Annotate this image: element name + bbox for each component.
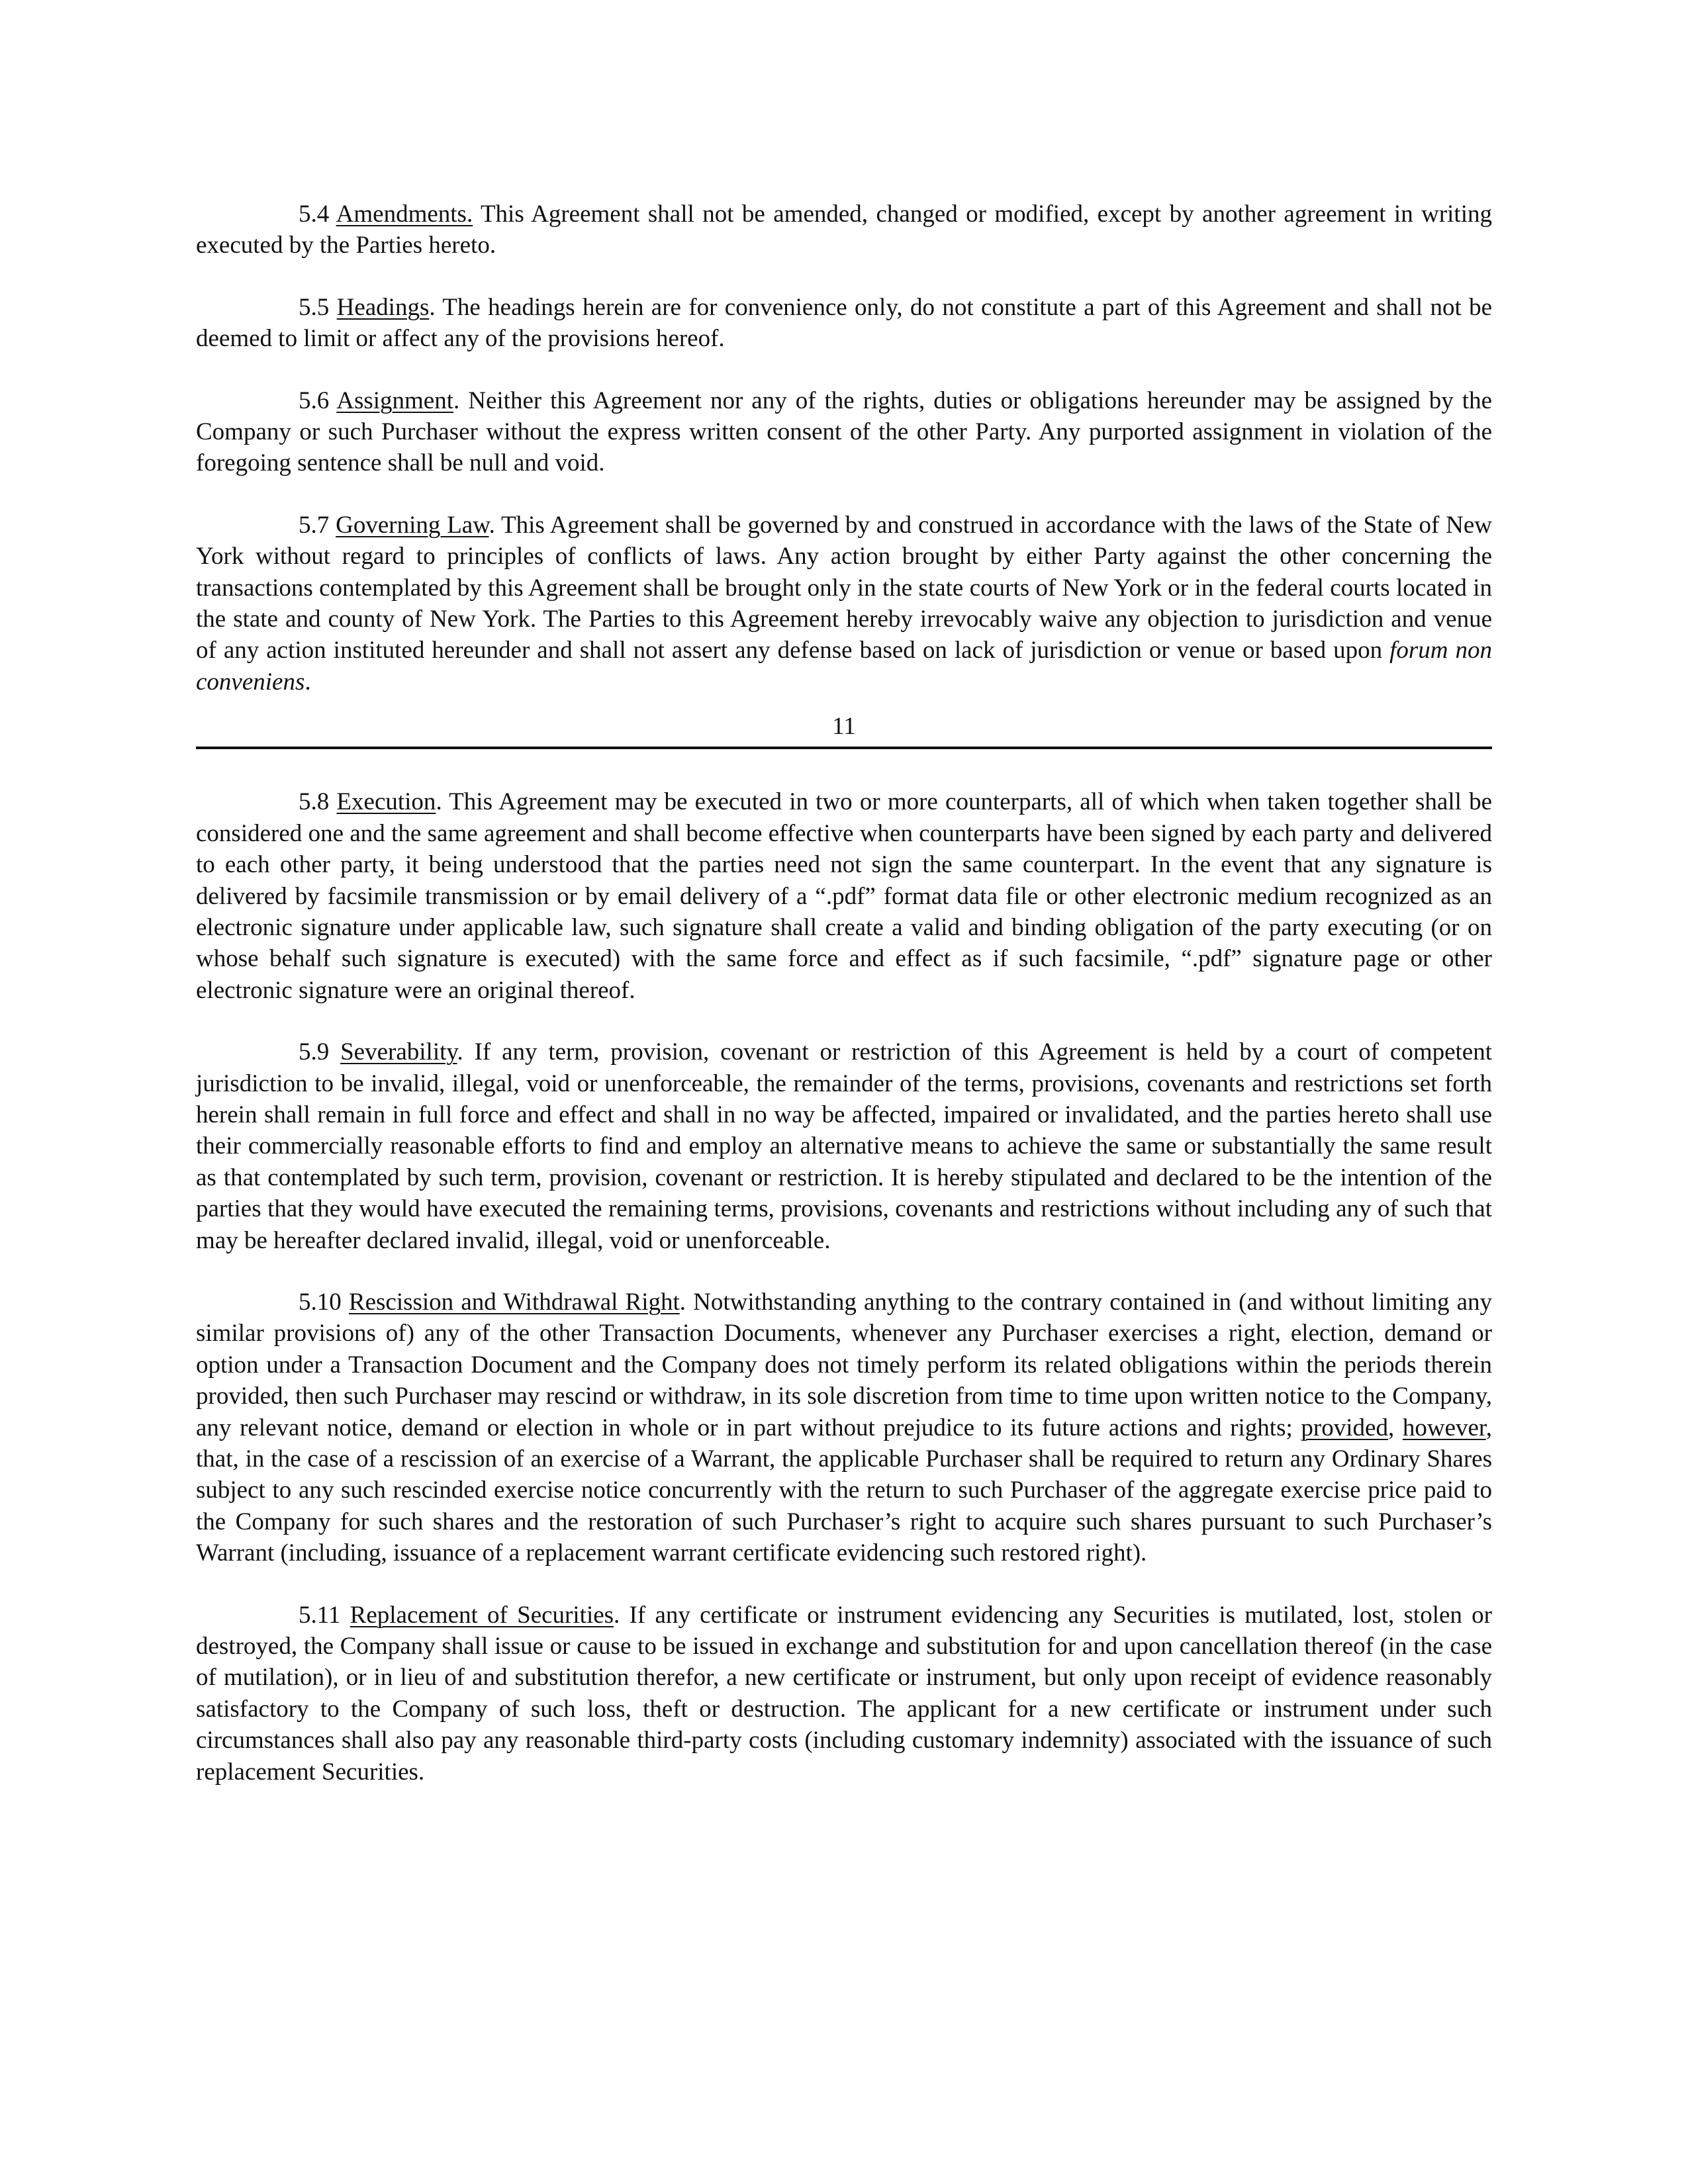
section-number: 5.8 (299, 788, 330, 816)
section-heading: Severability (340, 1038, 457, 1066)
section-5-7 (196, 510, 1492, 698)
section-body: . If any term, provision, covenant or restriction of this Agreement is held by a court of competent jurisdiction to be invalid, illegal, void or unenforceable, the remainder of the terms, provisions, covenants and restrictions set forth herein shall remain in full force and effect and shall in no way be affected, impaired or invalidated, and the parties hereto shall use their commercially reasonable efforts to find and employ an alternative means to achieve the same or substantially the same result as that contemplated by such term, provision, covenant or restriction. It is hereby stipulated and declared to be the intention of the parties that they would have executed the remaining terms, provisions, covenants and restrictions without including any of such that may be hereafter declared invalid, illegal, void or unenforceable. (196, 1038, 1493, 1254)
section-heading: Governing Law (336, 511, 489, 539)
section-heading: Assignment (336, 387, 453, 414)
section-number: 5.6 (299, 387, 330, 414)
section-number: 5.10 (299, 1288, 342, 1316)
section-heading: Execution (336, 788, 436, 816)
section-body: . This Agreement may be executed in two or more counterparts, all of which when taken together shall be considered one and the same agreement and shall become effective when counterparts have been signed by each party and delivered to each other party, it being understood that the parties need not sign the same counterpart. In the event that any signature is delivered by facsimile transmission or by email delivery of a “.pdf” format data file or other electronic medium recognized as an electronic signature under applicable law, such signature shall create a valid and binding obligation of the party executing (or on whose behalf such signature is executed) with the same force and effect as if such facsimile, “.pdf” signature page or other electronic signature were an original thereof. (196, 788, 1493, 1004)
section-end: . (305, 668, 311, 696)
section-heading: Replacement of Securities (350, 1601, 614, 1629)
provided-term: provided (1301, 1414, 1388, 1441)
section-number: 5.4 (299, 201, 330, 228)
section-number: 5.11 (299, 1601, 341, 1629)
document-page (196, 199, 1492, 1818)
section-body: . This Agreement shall be governed by and construed in accordance with the laws of the State of New York without regard to principles of conflicts of laws. Any action brought by either Party against the other concerning the transactions contemplated by this Agreement shall be brought only in the state courts of New York or in the federal courts located in the state and county of New York. The Parties to this Agreement hereby irrevocably waive any objection to jurisdiction and venue of any action instituted hereunder and shall not assert any defense based on lack of jurisdiction or venue or based upon (196, 511, 1492, 664)
separator: , (1387, 1414, 1403, 1441)
section-body-continued: , that, in the case of a rescission of an exercise of a Warrant, the applicable Purchaser shall be required to return any Ordinary Shares subject to any such rescinded exercise notice concurrently with the return to such Purchaser of the aggregate exercise price paid to the Company for such shares and the restoration of such Purchaser’s right to acquire such shares pursuant to such Purchaser’s Warrant (including, issuance of a replacement warrant certificate evidencing such restored right). (196, 1414, 1493, 1567)
section-5-9 (196, 1036, 1492, 1256)
page-number: 11 (832, 713, 856, 741)
section-number: 5.9 (299, 1038, 330, 1066)
section-heading: Rescission and Withdrawal Right (348, 1288, 680, 1316)
however-term: however (1402, 1414, 1486, 1441)
section-5-6 (196, 385, 1492, 479)
section-5-11 (196, 1600, 1492, 1788)
page-break-rule (196, 747, 1492, 749)
section-body: . The headings herein are for convenience only, do not constitute a part of this Agreement and shall not be deemed to limit or affect any of the provisions hereof. (196, 293, 1493, 353)
section-5-4 (196, 199, 1492, 261)
section-5-10 (196, 1287, 1492, 1569)
section-number: 5.7 (299, 511, 330, 539)
section-body: . If any certificate or instrument evidencing any Securities is mutilated, lost, stolen or destroyed, the Company shall issue or cause to be issued in exchange and substitution for and upon cancellation thereof (in the case of mutilation), or in lieu of and substitution therefor, a new certificate or instrument, but only upon receipt of evidence reasonably satisfactory to the Company of such loss, theft or destruction. The applicant for a new certificate or instrument under such circumstances shall also pay any reasonable third-party costs (including customary indemnity) associated with the issuance of such replacement Securities. (196, 1601, 1492, 1786)
section-5-5 (196, 292, 1492, 355)
section-body: . Neither this Agreement nor any of the rights, duties or obligations hereunder may be assigned by the Company or such Purchaser without the express written consent of the other Party. Any purported assignment in violation of the foregoing sentence shall be null and void. (196, 387, 1492, 477)
section-heading: Headings (336, 293, 430, 321)
section-heading: Amendments. (336, 201, 473, 228)
section-italic-term: forum non conveniens (196, 637, 1492, 696)
section-number: 5.5 (299, 293, 330, 321)
section-5-8 (196, 786, 1492, 1006)
section-body: This Agreement shall not be amended, changed or modified, except by another agreement in writing executed by the Parties hereto. (196, 201, 1492, 259)
section-body: . Notwithstanding anything to the contrary contained in (and without limiting any similar provisions of) any of the other Transaction Documents, whenever any Purchaser exercises a right, election, demand or option under a Transaction Document and the Company does not timely perform its related obligations within the periods therein provided, then such Purchaser may rescind or withdraw, in its sole discretion from time to time upon written notice to the Company, any relevant notice, demand or election in whole or in part without prejudice to its future actions and rights; (196, 1288, 1493, 1441)
